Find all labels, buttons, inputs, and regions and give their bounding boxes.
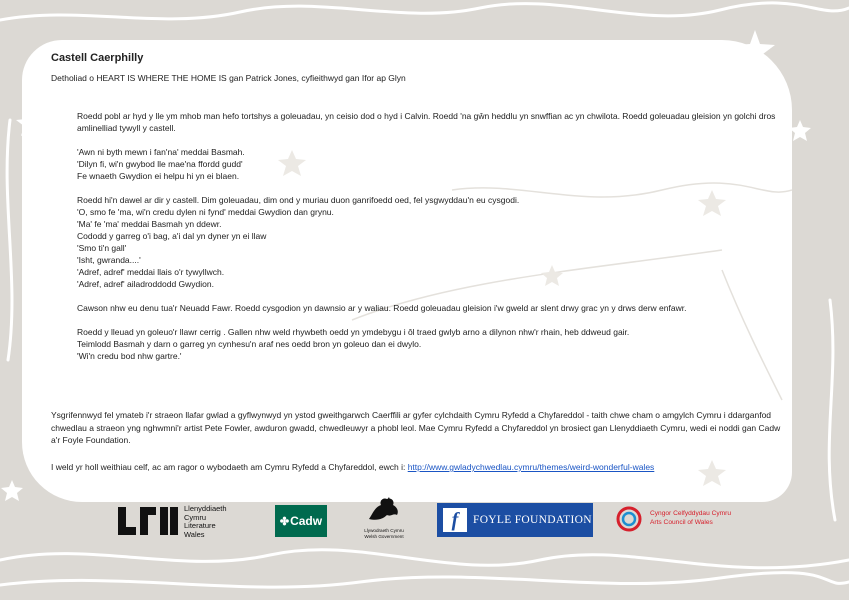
cadw-mark-icon: ✤ [279, 515, 290, 528]
project-link[interactable]: http://www.gwladychwedlau.cymru/themes/weird-wonderful-wales [407, 462, 655, 472]
arts-council-logo [615, 503, 755, 539]
story-line: Teimlodd Basmah y darn o garreg yn cynhesu'n araf nes oedd bron yn goleuo dan ei dwylo. [77, 339, 422, 349]
page-subtitle: Detholiad o HEART IS WHERE THE HOME IS gan Patrick Jones, cyfieithwyd gan Ifor ap Glyn [51, 73, 406, 83]
story-paragraph-5 [77, 326, 792, 362]
more-info-text: I weld yr holl weithiau celf, ac am ragor o wybodaeth am Cymru Ryfedd a Chyfareddol, ewch i: [51, 462, 408, 472]
literature-wales-text: Literature [184, 521, 216, 530]
literature-wales-text: Wales [184, 529, 205, 539]
story-line: 'Isht, gwranda....' [77, 255, 141, 265]
arts-council-text: Cyngor Celfyddydau Cymru [650, 510, 731, 517]
cadw-text: Cadw [290, 514, 323, 528]
story-line: Cawson nhw eu denu tua'r Neuadd Fawr. Roedd cysgodion yn dawnsio ar y waliau. Roedd goleuadau gleision i'w gweld ar slent drwy grac yn y drws derw enfawr. [77, 303, 687, 313]
story-paragraph-2 [77, 146, 792, 182]
story-line: 'Wi'n credu bod nhw gartre.' [77, 351, 182, 361]
story-line: 'Awn ni byth mewn i fan'na' meddai Basmah. [77, 147, 245, 157]
story-paragraph-1 [77, 110, 792, 134]
foyle-foundation-text: FOYLE FOUNDATION [473, 514, 592, 526]
arts-council-text: Arts Council of Wales [650, 519, 713, 526]
welsh-government-text: Welsh Government [364, 534, 404, 539]
story-line: 'Dilyn fi, wi'n gwybod lle mae'na ffordd gudd' [77, 159, 243, 169]
literature-wales-text: Cymru [184, 512, 207, 522]
more-info-paragraph [51, 461, 791, 474]
literature-wales-logo [118, 505, 248, 539]
story-line: 'Ma' fe 'ma' meddai Basmah yn ddewr. [77, 219, 222, 229]
story-line: Cododd y garreg o'i bag, a'i dal yn dyner yn ei llaw [77, 231, 267, 241]
story-line: 'Smo ti'n gall' [77, 243, 127, 253]
cadw-logo [275, 505, 327, 537]
story-line: Fe wnaeth Gwydion ei helpu hi yn ei blaen. [77, 171, 240, 181]
story-line: Roedd pobl ar hyd y lle ym mhob man hefo tortshys a goleuadau, yn ceisio dod o hyd i Calvin. Roedd 'na gŵn heddlu yn snwffian ac yn chwilota. Roedd goleuadau gleision yn golchi dros amlinelliad tywyll y castell. [77, 111, 776, 133]
story-line: 'Adref, adref' ailadroddodd Gwydion. [77, 279, 214, 289]
story-text [77, 110, 792, 374]
foyle-f-icon: f [443, 508, 467, 532]
story-line: 'Adref, adref' meddai llais o'r tywyllwch. [77, 267, 225, 277]
literature-wales-mark-icon [118, 505, 178, 537]
literature-wales-text: Llenyddiaeth [184, 504, 227, 513]
dragon-icon [365, 495, 403, 523]
story-line: 'O, smo fe 'ma, wi'n credu dylen ni fynd' meddai Gwydion dan grynu. [77, 207, 334, 217]
story-paragraph-4 [77, 302, 792, 314]
foyle-foundation-logo [437, 503, 593, 537]
arts-council-mark-icon [615, 503, 645, 535]
story-paragraph-3 [77, 194, 792, 290]
welsh-government-text: Llywodraeth Cymru [364, 528, 404, 533]
story-line: Roedd hi'n dawel ar dir y castell. Dim goleuadau, dim ond y muriau duon ganrifoedd oed, fel ysgwyddau'n eu cysgodi. [77, 195, 520, 205]
credits-paragraph: Ysgrifennwyd fel ymateb i'r straeon llafar gwlad a gyflwynwyd yn ystod gweithgarwch Caerffili ar gyfer cylchdaith Cymru Ryfedd a Chyfareddol - taith chwe cham o amgylch Cymru i ddarganfod chwedlau a straeon yng nghwmni'r artist Pete Fowler, awduron gwadd, chwedleuwyr a phobl leol. Mae Cymru Ryfedd a Chyfareddol yn brosiect gan Llenyddiaeth Cymru, wedi ei noddi gan Cadw a'r Foyle Foundation. [51, 410, 781, 445]
page-title: Castell Caerphilly [51, 52, 144, 64]
sponsor-logos [0, 495, 849, 555]
story-line: Roedd y lleuad yn goleuo'r llawr cerrig . Gallen nhw weld rhywbeth oedd yn ymdebygu i ôl traed gwlyb arno a dilynon nhw'r rhain, heb ddweud gair. [77, 327, 630, 337]
welsh-government-logo [355, 495, 413, 543]
